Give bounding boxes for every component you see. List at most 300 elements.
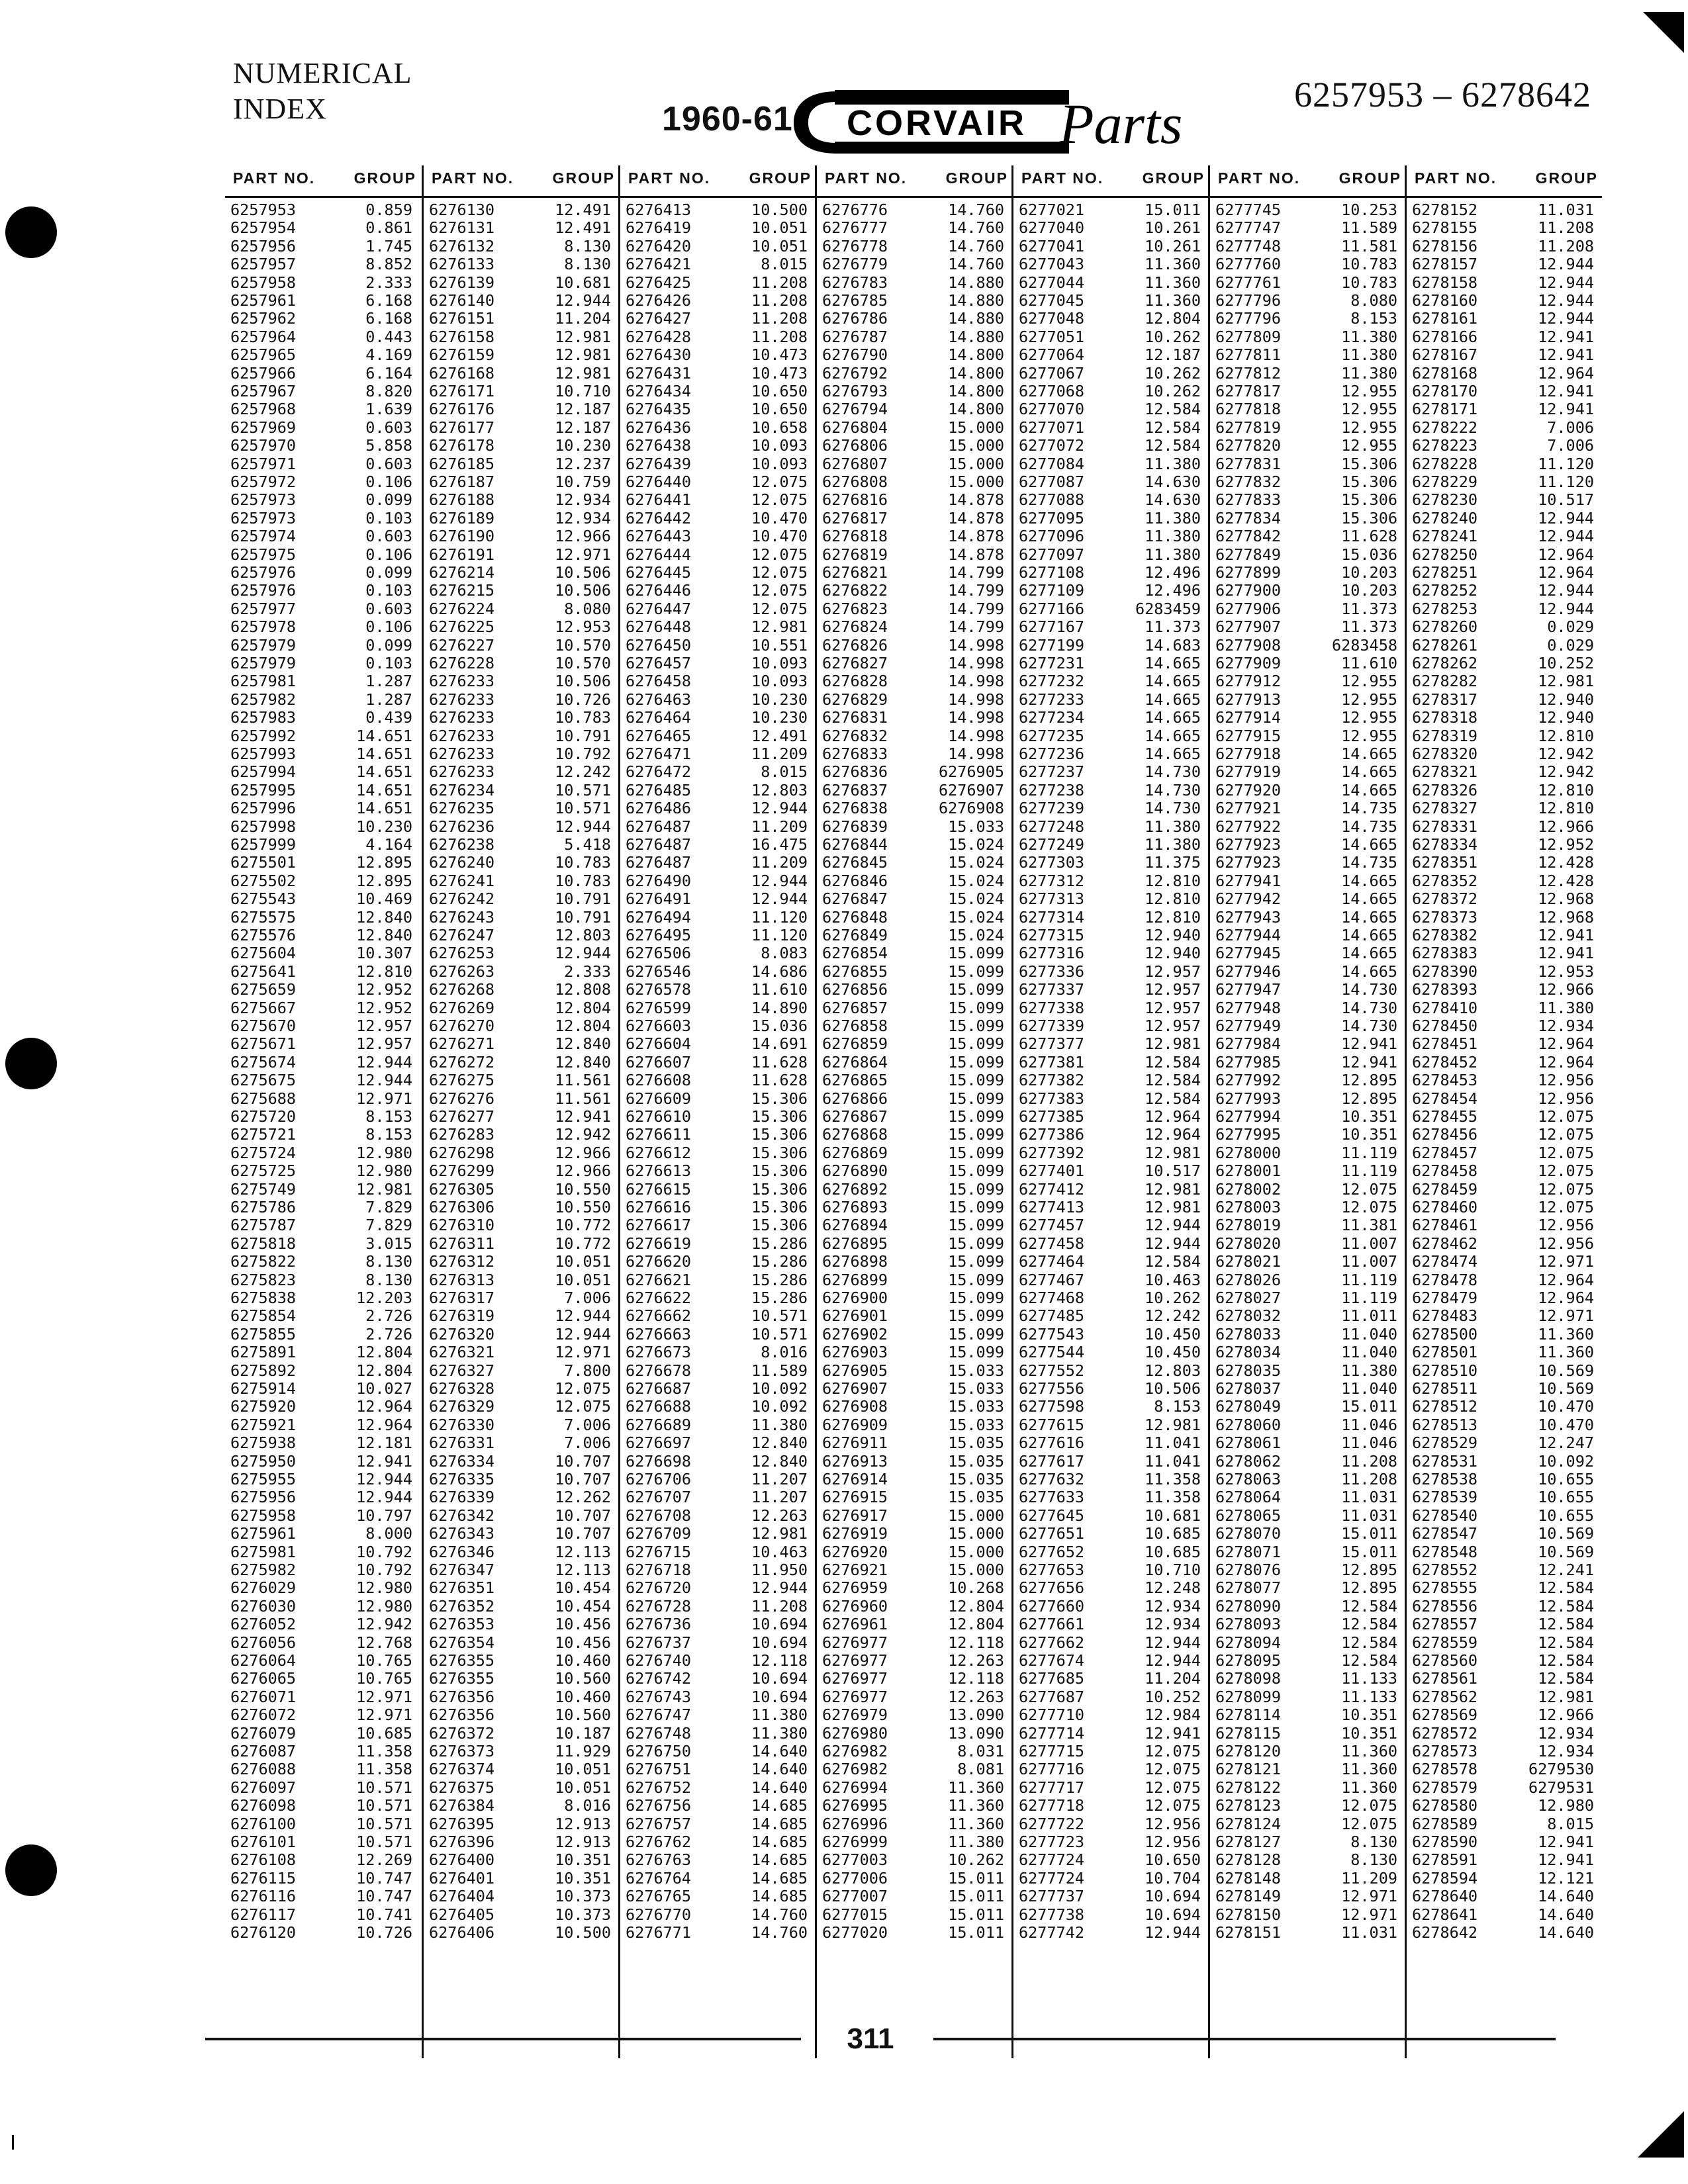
part-number: 6278000 [1215, 1143, 1282, 1162]
index-row [225, 219, 422, 237]
part-number: 6275961 [230, 1524, 297, 1543]
group-number: 11.561 [555, 1071, 611, 1090]
part-number: 6278373 [1412, 907, 1478, 927]
part-number: 6276272 [429, 1052, 495, 1071]
index-row [1407, 346, 1603, 364]
part-number: 6276750 [626, 1742, 692, 1760]
part-number: 6275838 [230, 1289, 297, 1307]
part-number: 6277724 [1019, 1868, 1085, 1888]
part-number: 6257994 [230, 762, 297, 782]
part-number: 6276079 [230, 1723, 297, 1743]
part-no-header: PART NO. [628, 169, 711, 187]
part-number: 6278501 [1412, 1343, 1478, 1362]
index-row [620, 346, 817, 364]
index-row [424, 1253, 620, 1271]
part-number: 6277817 [1215, 382, 1282, 400]
part-number: 6276901 [822, 1306, 888, 1326]
group-number: 12.964 [1538, 1270, 1594, 1289]
index-row [1407, 618, 1603, 636]
part-number: 6276831 [822, 708, 888, 727]
group-number: 12.181 [356, 1433, 412, 1453]
index-row [817, 1199, 1013, 1216]
index-row [1210, 927, 1407, 944]
group-number: 11.208 [1341, 1470, 1397, 1488]
index-row [620, 818, 817, 836]
group-number: 11.589 [1341, 218, 1397, 238]
index-row [225, 799, 422, 817]
group-number: 12.944 [1538, 255, 1594, 274]
index-row [620, 328, 817, 346]
part-number: 6277088 [1019, 490, 1085, 510]
part-number: 6276770 [626, 1905, 692, 1924]
group-number: 15.033 [948, 1379, 1004, 1398]
index-row [1407, 1362, 1603, 1380]
index-row [1407, 1924, 1603, 1942]
index-row [1013, 618, 1210, 636]
part-number: 6276188 [429, 490, 495, 510]
group-number: 14.998 [948, 745, 1004, 763]
index-row [620, 1598, 817, 1615]
group-number: 12.075 [751, 490, 808, 510]
index-row [225, 600, 422, 618]
part-number: 6277906 [1215, 599, 1282, 618]
part-number: 6277468 [1019, 1289, 1085, 1307]
index-row [817, 1471, 1013, 1488]
group-number: 1.639 [365, 400, 412, 419]
group-number: 11.360 [1341, 1742, 1397, 1760]
part-number: 6275659 [230, 980, 297, 999]
group-number: 11.380 [1341, 363, 1397, 383]
group-number: 12.944 [1538, 309, 1594, 328]
index-row [1013, 672, 1210, 690]
group-number: 15.011 [948, 1923, 1004, 1942]
part-number: 6277377 [1019, 1034, 1085, 1054]
index-row [1013, 510, 1210, 527]
group-number: 6276908 [938, 799, 1004, 818]
part-number: 6276697 [626, 1433, 692, 1453]
part-number: 6275938 [230, 1433, 297, 1453]
group-number: 12.953 [555, 617, 611, 637]
index-row [1210, 1199, 1407, 1216]
group-number: 11.610 [751, 980, 808, 999]
group-number: 12.118 [948, 1669, 1004, 1688]
group-number: 14.651 [356, 726, 412, 745]
index-row [620, 944, 817, 962]
part-number: 6276312 [429, 1252, 495, 1271]
index-row [620, 1670, 817, 1688]
group-number: 15.099 [948, 1052, 1004, 1071]
part-number: 6276914 [822, 1470, 888, 1488]
part-number: 6278451 [1412, 1034, 1478, 1054]
index-row [424, 1289, 620, 1307]
part-number: 6276890 [822, 1161, 888, 1181]
group-number: 12.075 [1538, 1198, 1594, 1216]
index-row [1407, 274, 1603, 292]
group-number: 12.075 [1145, 1778, 1201, 1797]
index-row [1407, 1688, 1603, 1706]
group-number: 15.099 [948, 1324, 1004, 1343]
group-number: 14.630 [1145, 490, 1201, 510]
group-number: 14.730 [1145, 762, 1201, 782]
part-number: 6278331 [1412, 817, 1478, 836]
index-row [817, 582, 1013, 600]
group-number: 14.878 [948, 527, 1004, 546]
part-number: 6276458 [626, 672, 692, 691]
group-number: 12.984 [1145, 1706, 1201, 1725]
index-row [424, 1507, 620, 1525]
title-line-1: NUMERICAL [233, 57, 412, 89]
index-row [1407, 836, 1603, 854]
part-number: 6276610 [626, 1107, 692, 1126]
index-row [225, 1743, 422, 1760]
index-row [817, 437, 1013, 455]
group-number: 10.747 [356, 1887, 412, 1906]
index-row [1407, 1543, 1603, 1561]
part-number: 6276817 [822, 508, 888, 527]
index-row [620, 618, 817, 636]
group-number: 15.099 [948, 1034, 1004, 1054]
group-number: 11.031 [1538, 201, 1594, 219]
group-number: 14.799 [948, 617, 1004, 637]
group-number: 10.571 [751, 1306, 808, 1326]
index-row [225, 618, 422, 636]
part-number: 6277811 [1215, 345, 1282, 365]
group-number: 10.704 [1145, 1868, 1201, 1888]
group-number: 10.681 [1145, 1506, 1201, 1525]
group-number: 11.208 [751, 327, 808, 346]
group-number: 14.665 [1341, 745, 1397, 763]
part-number: 6275641 [230, 962, 297, 981]
part-number: 6276898 [822, 1252, 888, 1271]
part-number: 6278561 [1412, 1669, 1478, 1688]
index-row [424, 1362, 620, 1380]
group-number: 11.209 [1341, 1868, 1397, 1888]
index-row [817, 854, 1013, 872]
part-number: 6277552 [1019, 1361, 1085, 1380]
index-row [817, 1906, 1013, 1924]
group-number: 12.971 [356, 1687, 412, 1706]
part-number: 6277068 [1019, 382, 1085, 400]
part-number: 6277248 [1019, 817, 1085, 836]
index-row [620, 527, 817, 545]
index-row [1210, 510, 1407, 527]
part-number: 6277072 [1019, 436, 1085, 455]
part-number: 6277724 [1019, 1850, 1085, 1870]
part-number: 6257971 [230, 454, 297, 473]
index-row [225, 455, 422, 473]
index-row [620, 1924, 817, 1942]
index-row [1013, 1253, 1210, 1271]
index-row [424, 709, 620, 727]
index-row [424, 1380, 620, 1398]
index-row [1407, 510, 1603, 527]
group-number: 10.262 [1145, 382, 1201, 400]
index-row [424, 473, 620, 491]
part-number: 6278064 [1215, 1488, 1282, 1507]
group-number: 7.829 [365, 1198, 412, 1216]
part-number: 6277992 [1215, 1071, 1282, 1090]
part-number: 6277109 [1019, 581, 1085, 600]
group-number: 12.964 [1538, 1034, 1594, 1054]
part-number: 6278240 [1412, 508, 1478, 527]
index-row [620, 963, 817, 981]
index-row [1210, 1888, 1407, 1905]
part-number: 6276848 [822, 907, 888, 927]
part-number: 6277722 [1019, 1814, 1085, 1833]
part-number: 6278166 [1412, 327, 1478, 346]
index-row [1013, 1760, 1210, 1778]
group-number: 12.957 [356, 1017, 412, 1035]
part-number: 6276821 [822, 563, 888, 582]
index-row [225, 782, 422, 799]
index-row [424, 1471, 620, 1488]
index-row [1013, 836, 1210, 854]
group-number: 10.569 [1538, 1542, 1594, 1561]
part-number: 6276790 [822, 345, 888, 365]
index-row [1407, 1271, 1603, 1289]
part-number: 6278393 [1412, 980, 1478, 999]
part-number: 6278148 [1215, 1868, 1282, 1888]
part-number: 6276120 [230, 1923, 297, 1942]
index-row [1210, 1543, 1407, 1561]
part-number: 6276065 [230, 1669, 297, 1688]
index-row [424, 1071, 620, 1089]
group-number: 2.333 [365, 273, 412, 292]
group-number: 15.033 [948, 1361, 1004, 1380]
group-number: 12.895 [356, 871, 412, 890]
group-number: 11.610 [1341, 654, 1397, 672]
part-number: 6278547 [1412, 1524, 1478, 1543]
group-number: 10.694 [751, 1669, 808, 1688]
index-row [620, 1688, 817, 1706]
group-number: 12.113 [555, 1561, 611, 1579]
group-number: 12.075 [1145, 1760, 1201, 1779]
group-number: 10.783 [555, 871, 611, 890]
part-number: 6278171 [1412, 400, 1478, 419]
group-number: 12.964 [356, 1397, 412, 1416]
group-number: 10.506 [555, 563, 611, 582]
index-row [817, 1815, 1013, 1833]
part-number: 6276486 [626, 799, 692, 818]
group-number: 14.665 [1145, 672, 1201, 691]
part-number: 6275675 [230, 1071, 297, 1090]
group-number: 12.804 [555, 1017, 611, 1035]
group-number: 15.099 [948, 998, 1004, 1017]
index-row [1013, 564, 1210, 582]
part-number: 6276678 [626, 1361, 692, 1380]
index-row [620, 1235, 817, 1253]
part-number: 6278002 [1215, 1179, 1282, 1199]
group-number: 12.118 [751, 1651, 808, 1670]
part-number: 6278121 [1215, 1760, 1282, 1779]
index-row [1210, 1216, 1407, 1234]
index-row [225, 1652, 422, 1670]
group-number: 11.133 [1341, 1687, 1397, 1706]
part-number: 6276339 [429, 1488, 495, 1507]
group-number: 15.099 [948, 1306, 1004, 1326]
group-number: 10.560 [555, 1706, 611, 1725]
group-number: 12.944 [1145, 1216, 1201, 1235]
group-number: 15.286 [751, 1252, 808, 1271]
index-row [1407, 999, 1603, 1017]
index-row [1013, 1525, 1210, 1543]
index-row [1407, 1888, 1603, 1905]
group-number: 12.584 [1145, 400, 1201, 419]
index-row [817, 346, 1013, 364]
group-number: 12.966 [1538, 980, 1594, 999]
group-number: 11.208 [751, 1596, 808, 1615]
index-row [1013, 872, 1210, 890]
part-number: 6276442 [626, 508, 692, 527]
part-number: 6276895 [822, 1234, 888, 1253]
part-number: 6278560 [1412, 1651, 1478, 1670]
part-number: 6276506 [626, 944, 692, 963]
part-number: 6277645 [1019, 1506, 1085, 1525]
part-number: 6276440 [626, 473, 692, 491]
part-number: 6276347 [429, 1561, 495, 1579]
index-row [1210, 782, 1407, 799]
group-number: 10.569 [1538, 1361, 1594, 1380]
part-number: 6276687 [626, 1379, 692, 1398]
index-row [1210, 1398, 1407, 1416]
part-number: 6275604 [230, 944, 297, 963]
group-number: 7.006 [564, 1289, 611, 1307]
index-row [817, 419, 1013, 437]
part-number: 6276977 [822, 1651, 888, 1670]
group-number: 10.230 [751, 708, 808, 727]
part-number: 6277412 [1019, 1179, 1085, 1199]
index-row [620, 1488, 817, 1506]
part-number: 6276227 [429, 635, 495, 655]
part-number: 6277918 [1215, 745, 1282, 763]
part-number: 6275958 [230, 1506, 297, 1525]
group-number: 14.878 [948, 490, 1004, 510]
group-number: 12.955 [1341, 690, 1397, 709]
group-number: 12.944 [1538, 291, 1594, 310]
part-number: 6276448 [626, 617, 692, 637]
part-number: 6276158 [429, 327, 495, 346]
group-number: 14.640 [751, 1778, 808, 1797]
index-row [1407, 944, 1603, 962]
index-row [424, 255, 620, 273]
group-number: 12.428 [1538, 871, 1594, 890]
group-number: 10.772 [555, 1216, 611, 1235]
part-number: 6276405 [429, 1905, 495, 1924]
group-number: 11.207 [751, 1488, 808, 1507]
index-row [1013, 310, 1210, 328]
part-number: 6276132 [429, 236, 495, 255]
part-number: 6278123 [1215, 1796, 1282, 1815]
group-number: 2.333 [564, 962, 611, 981]
part-number: 6276241 [429, 871, 495, 890]
part-number: 6277718 [1019, 1796, 1085, 1815]
group-number: 12.840 [555, 1052, 611, 1071]
column-header [424, 165, 620, 197]
index-row [225, 1035, 422, 1053]
group-number: 10.093 [751, 454, 808, 473]
group-number: 10.707 [555, 1524, 611, 1543]
group-number: 12.491 [751, 726, 808, 745]
index-row [1407, 981, 1603, 999]
group-number: 12.121 [1538, 1868, 1594, 1888]
index-row [620, 1579, 817, 1597]
part-number: 6276240 [429, 853, 495, 872]
part-number: 6257998 [230, 817, 297, 836]
index-row [817, 1706, 1013, 1724]
index-row [1210, 1688, 1407, 1706]
part-number: 6276215 [429, 581, 495, 600]
part-number: 6276472 [626, 762, 692, 782]
part-number: 6278640 [1412, 1887, 1478, 1906]
index-row [424, 1561, 620, 1579]
column-header [620, 165, 817, 197]
index-row [620, 274, 817, 292]
part-number: 6276894 [822, 1216, 888, 1235]
group-number: 11.950 [751, 1561, 808, 1579]
index-row [1407, 1471, 1603, 1488]
group-number: 0.099 [365, 635, 412, 655]
index-row [1013, 1289, 1210, 1307]
part-number: 6257966 [230, 363, 297, 383]
part-number: 6276662 [626, 1306, 692, 1326]
group-number: 15.024 [948, 889, 1004, 909]
part-number: 6257993 [230, 745, 297, 763]
part-number: 6277661 [1019, 1615, 1085, 1634]
index-row [1210, 491, 1407, 509]
part-number: 6278529 [1412, 1433, 1478, 1453]
index-row [424, 1453, 620, 1471]
part-number: 6257982 [230, 690, 297, 709]
group-number: 12.496 [1145, 563, 1201, 582]
group-number: 10.791 [555, 907, 611, 927]
index-row [1210, 274, 1407, 292]
index-row [225, 1851, 422, 1869]
part-number: 6276911 [822, 1433, 888, 1453]
group-number: 10.551 [751, 635, 808, 655]
part-number: 6276310 [429, 1216, 495, 1235]
group-number: 12.810 [356, 962, 412, 981]
index-row [225, 854, 422, 872]
group-number: 5.858 [365, 436, 412, 455]
part-number: 6276787 [822, 327, 888, 346]
group-number: 10.571 [555, 780, 611, 799]
part-number: 6276320 [429, 1324, 495, 1343]
group-number: 15.306 [751, 1125, 808, 1144]
group-number: 12.075 [751, 581, 808, 600]
part-number: 6276920 [822, 1542, 888, 1561]
group-number: 10.262 [1145, 1289, 1201, 1307]
group-number: 14.760 [948, 255, 1004, 274]
index-row [1210, 1561, 1407, 1579]
part-number: 6277985 [1215, 1052, 1282, 1071]
group-number: 12.981 [555, 363, 611, 383]
part-number: 6276331 [429, 1433, 495, 1453]
index-row [817, 655, 1013, 672]
index-row [817, 763, 1013, 781]
index-row [1013, 890, 1210, 908]
group-number: 12.075 [1538, 1161, 1594, 1181]
group-number: 10.685 [356, 1723, 412, 1743]
group-number: 12.491 [555, 218, 611, 238]
index-row [225, 872, 422, 890]
index-row [424, 1760, 620, 1778]
index-row [1013, 1199, 1210, 1216]
part-number: 6277984 [1215, 1034, 1282, 1054]
index-row [1407, 1634, 1603, 1652]
group-number: 11.360 [1341, 1778, 1397, 1797]
page-footer [205, 2019, 1562, 2058]
group-header: GROUP [552, 169, 615, 187]
